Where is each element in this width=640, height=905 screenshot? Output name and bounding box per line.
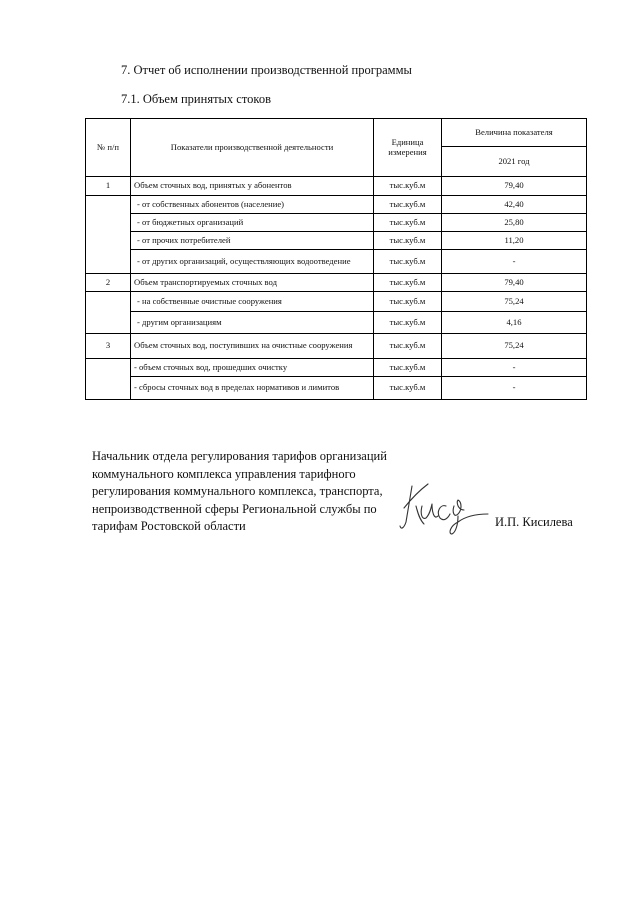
header-year: 2021 год <box>442 147 587 177</box>
row-value: 79,40 <box>442 177 587 196</box>
header-indicator: Показатели производственной деятельности <box>131 119 374 177</box>
row-value: 79,40 <box>442 274 587 292</box>
signatory-title-line: непроизводственной сферы Региональной службы по <box>92 501 377 516</box>
row-unit: тыс.куб.м <box>374 292 442 312</box>
signatory-title-line: Начальник отдела регулирования тарифов организаций <box>92 449 387 463</box>
row-unit: тыс.куб.м <box>374 196 442 214</box>
row-indicator: - от других организаций, осуществляющих водоотведение <box>131 250 374 274</box>
row-num <box>86 292 131 334</box>
row-num <box>86 196 131 274</box>
header-value-group: Величина показателя <box>442 119 587 147</box>
row-indicator: - от прочих потребителей <box>131 232 374 250</box>
row-value: 75,24 <box>442 334 587 359</box>
row-unit: тыс.куб.м <box>374 334 442 359</box>
row-unit: тыс.куб.м <box>374 232 442 250</box>
row-unit: тыс.куб.м <box>374 250 442 274</box>
table-row <box>86 359 587 377</box>
wastewater-volume-table <box>85 118 587 400</box>
row-value: 75,24 <box>442 292 587 312</box>
signatory-title <box>92 448 412 536</box>
table-row <box>86 334 587 359</box>
row-unit: тыс.куб.м <box>374 177 442 196</box>
row-num: 2 <box>86 274 131 292</box>
row-value: 42,40 <box>442 196 587 214</box>
table-row <box>86 214 587 232</box>
row-indicator: Объем сточных вод, принятых у абонентов <box>131 177 374 196</box>
row-unit: тыс.куб.м <box>374 377 442 400</box>
table-row <box>86 312 587 334</box>
signer-name: И.П. Кисилева <box>495 515 573 529</box>
row-indicator: - от собственных абонентов (население) <box>131 196 374 214</box>
signatory-title-line: регулирования коммунального комплекса, транспорта, <box>92 484 383 498</box>
row-indicator: - на собственные очистные сооружения <box>131 292 374 312</box>
row-num: 3 <box>86 334 131 359</box>
row-unit: тыс.куб.м <box>374 274 442 292</box>
header-num: № п/п <box>86 119 131 177</box>
row-value: 11,20 <box>442 232 587 250</box>
row-value: 25,80 <box>442 214 587 232</box>
row-indicator: - от бюджетных организаций <box>131 214 374 232</box>
table-row <box>86 196 587 214</box>
row-indicator: - объем сточных вод, прошедших очистку <box>131 359 374 377</box>
table-row <box>86 274 587 292</box>
row-indicator: Объем транспортируемых сточных вод <box>131 274 374 292</box>
table-row <box>86 250 587 274</box>
row-value: - <box>442 377 587 400</box>
row-unit: тыс.куб.м <box>374 312 442 334</box>
section-heading: 7. Отчет об исполнении производственной программы <box>121 63 412 77</box>
row-value: - <box>442 359 587 377</box>
row-num <box>86 359 131 400</box>
table-row <box>86 377 587 400</box>
row-num: 1 <box>86 177 131 196</box>
signatory-title-line: коммунального комплекса управления тарифного <box>92 466 356 481</box>
table-row <box>86 177 587 196</box>
row-indicator: Объем сточных вод, поступивших на очистные сооружения <box>131 334 374 359</box>
handwritten-signature <box>398 476 490 538</box>
row-indicator: - сбросы сточных вод в пределах нормативов и лимитов <box>131 377 374 400</box>
row-indicator: - другим организациям <box>131 312 374 334</box>
table-row <box>86 232 587 250</box>
header-unit: Единица измерения <box>374 119 442 177</box>
table-row <box>86 292 587 312</box>
row-unit: тыс.куб.м <box>374 359 442 377</box>
section-subheading: 7.1. Объем принятых стоков <box>121 92 271 106</box>
row-value: - <box>442 250 587 274</box>
signatory-title-line: тарифам Ростовской области <box>92 519 246 533</box>
row-unit: тыс.куб.м <box>374 214 442 232</box>
row-value: 4,16 <box>442 312 587 334</box>
